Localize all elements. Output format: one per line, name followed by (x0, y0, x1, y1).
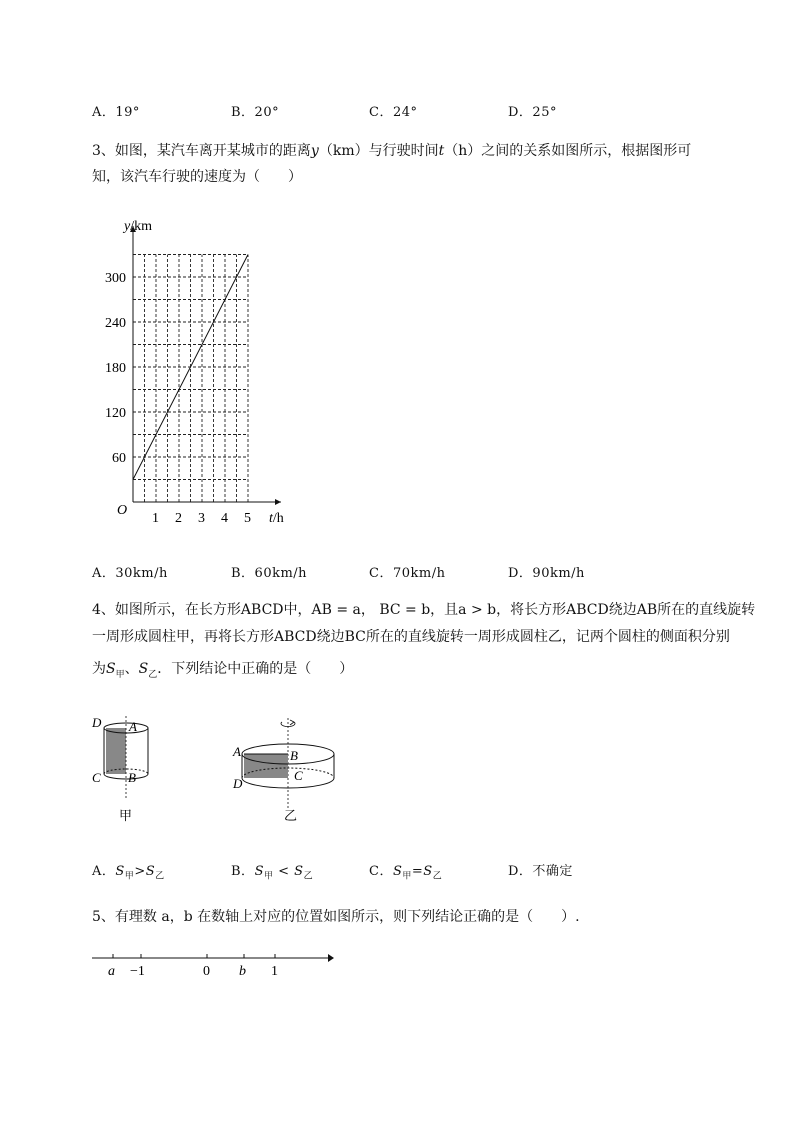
svg-text:A: A (129, 719, 137, 734)
number-line-arrow-icon (328, 954, 334, 962)
q3-option-b: B．60km/h (231, 566, 308, 581)
x-tick-label: 5 (244, 511, 251, 526)
x-tick-label: 2 (175, 511, 182, 526)
q4-stem-line3: 为$S_甲$、$S_乙$．下列结论中正确的是（ ） (92, 661, 354, 680)
svg-text:a: a (108, 964, 115, 979)
q4-option-c: C．$S_甲=S_乙$ (369, 864, 443, 882)
q4-option-b: B．$S_甲 < S_乙$ (231, 864, 314, 882)
chart-grid (133, 255, 248, 503)
q2-option-b: B．20° (231, 105, 280, 120)
svg-text:C: C (92, 770, 101, 785)
y-tick-label: 60 (112, 451, 126, 466)
q5-number-line (92, 948, 342, 980)
svg-text:B: B (128, 770, 136, 785)
svg-text:甲: 甲 (119, 808, 133, 823)
q3-line-chart (96, 212, 306, 532)
q3-stem-line1: 3、如图，某汽车离开某城市的距离y（km）与行驶时间t（h）之间的关系如图所示，根据图形可 (92, 143, 692, 159)
q3-option-d: D．90km/h (508, 566, 585, 581)
q2-option-d: D．25° (508, 105, 557, 120)
rect-abcd-shaded (106, 728, 126, 774)
svg-text:D: D (233, 776, 243, 791)
x-tick-label: 3 (198, 511, 205, 526)
svg-text:B: B (290, 748, 298, 763)
svg-text:b: b (239, 964, 246, 979)
q4-stem-line1: 4、如图所示，在长方形ABCD中，AB = a， BC = b，且a > b，将长方形ABCD绕边AB所在的直线旋转 (92, 602, 756, 618)
svg-text:乙: 乙 (284, 808, 298, 823)
svg-text:0: 0 (203, 964, 210, 979)
rect-abcd-shaded (244, 754, 288, 778)
q4-option-d: D．不确定 (508, 864, 573, 879)
q4-option-a: A．$S_甲>S_乙$ (92, 864, 165, 882)
x-tick-label: 1 (152, 511, 159, 526)
q2-option-c: C．24° (369, 105, 418, 120)
svg-text:D: D (92, 715, 102, 730)
y-tick-label: 300 (105, 271, 126, 286)
svg-text:C: C (294, 768, 303, 783)
q4-stem-line2: 一周形成圆柱甲，再将长方形ABCD绕边BC所在的直线旋转一周形成圆柱乙，记两个圆柱的侧面积分别 (92, 629, 730, 645)
svg-text:1: 1 (271, 964, 278, 979)
y-tick-label: 120 (105, 406, 126, 421)
svg-text:A: A (233, 744, 241, 759)
cylinder-jia-figure (86, 708, 176, 826)
q3-option-c: C．70km/h (369, 566, 446, 581)
q5-stem: 5、有理数 a，b 在数轴上对应的位置如图所示，则下列结论正确的是（ ）. (92, 909, 580, 925)
svg-text:−1: −1 (130, 964, 145, 979)
q3-stem-line2: 知，该汽车行驶的速度为（ ） (92, 169, 302, 185)
origin-label: O (117, 503, 128, 518)
y-axis-label: y/km (124, 219, 152, 234)
x-tick-label: 4 (221, 511, 228, 526)
x-axis-label: t/h (269, 511, 284, 526)
y-tick-label: 240 (105, 316, 126, 331)
cylinder-yi-figure (228, 708, 348, 826)
q2-option-a: A．19° (92, 105, 140, 120)
q3-option-a: A．30km/h (92, 566, 168, 581)
y-tick-label: 180 (105, 361, 126, 376)
